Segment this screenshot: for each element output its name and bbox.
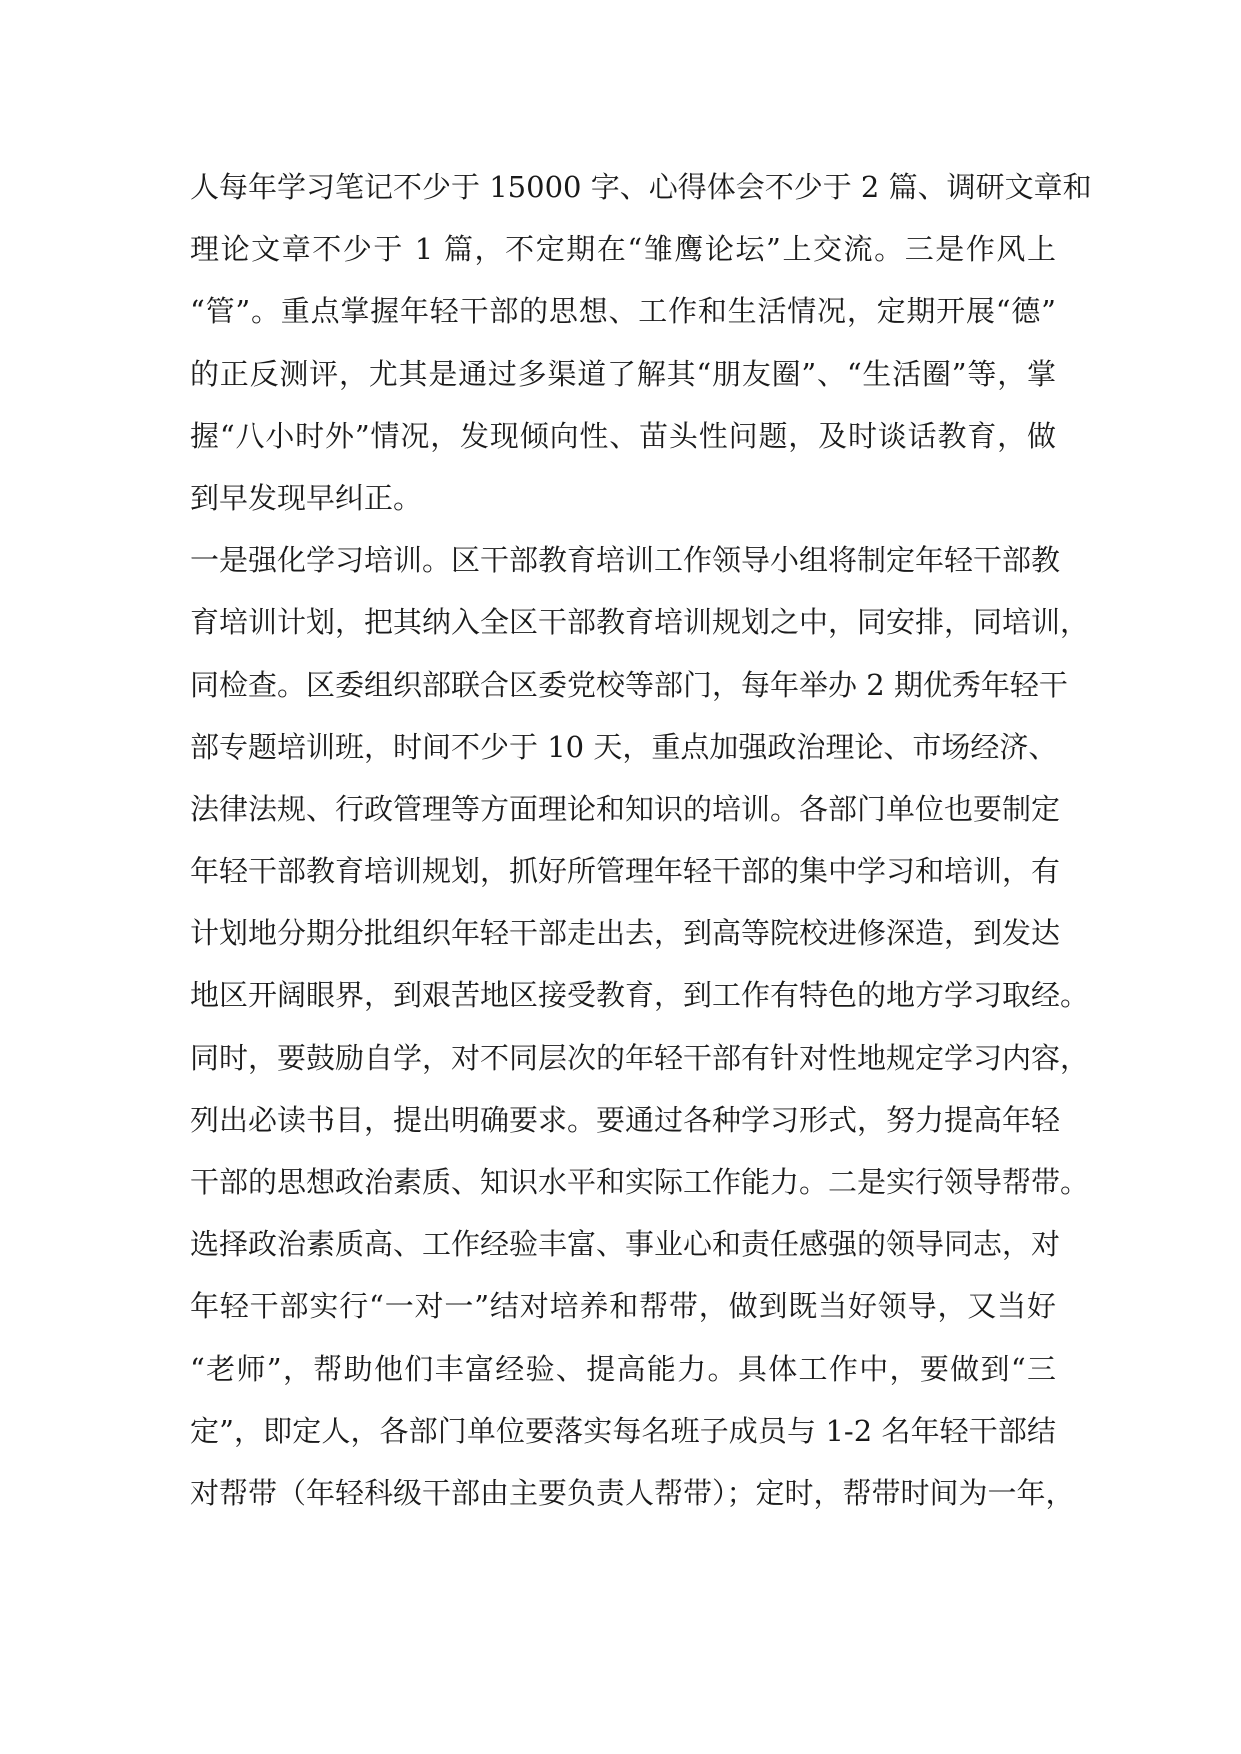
text-line: 年轻干部教育培训规划，抓好所管理年轻干部的集中学习和培训，有 <box>190 854 1061 889</box>
text-line: 人每年学习笔记不少于 15000 字、心得体会不少于 2 篇、调研文章和 <box>190 170 1092 204</box>
text-line: 对帮带（年轻科级干部由主要负责人帮带）；定时，帮带时间为一年， <box>190 1475 1075 1510</box>
text-line: 法律法规、行政管理等方面理论和知识的培训。各部门单位也要制定 <box>190 791 1061 826</box>
text-line: 育培训计划，把其纳入全区干部教育培训规划之中，同安排，同培训， <box>190 605 1090 640</box>
text-line: 理论文章不少于 1 篇，不定期在“雏鹰论坛”上交流。三是作风上 <box>190 232 1056 267</box>
text-line: 干部的思想政治素质、知识水平和实际工作能力。二是实行领导帮带。 <box>190 1165 1090 1199</box>
body-text <box>190 156 1092 1524</box>
paragraph <box>190 156 1092 529</box>
text-line: 计划地分期分批组织年轻干部走出去，到高等院校进修深造，到发达 <box>190 916 1061 951</box>
text-line: 定”，即定人，各部门单位要落实每名班子成员与 1-2 名年轻干部结 <box>190 1413 1056 1448</box>
text-line: 一是强化学习培训。区干部教育培训工作领导小组将制定年轻干部教 <box>190 543 1061 578</box>
text-line: 同检查。区委组织部联合区委党校等部门，每年举办 2 期优秀年轻干 <box>190 667 1068 702</box>
text-line: 握“八小时外”情况，发现倾向性、苗头性问题，及时谈话教育，做 <box>190 418 1056 453</box>
text-line: 选择政治素质高、工作经验丰富、事业心和责任感强的领导同志，对 <box>190 1227 1061 1262</box>
text-line: 到早发现早纠正。 <box>190 480 423 515</box>
text-line: 地区开阔眼界，到艰苦地区接受教育，到工作有特色的地方学习取经。 <box>190 978 1090 1013</box>
text-line: 部专题培训班，时间不少于 10 天，重点加强政治理论、市场经济、 <box>190 729 1058 764</box>
text-line: “老师”，帮助他们丰富经验、提高能力。具体工作中，要做到“三 <box>190 1351 1056 1386</box>
paragraph <box>190 529 1090 1524</box>
text-line: 列出必读书目，提出明确要求。要通过各种学习形式，努力提高年轻 <box>190 1102 1061 1137</box>
text-line: “管”。重点掌握年轻干部的思想、工作和生活情况，定期开展“德” <box>190 294 1056 329</box>
text-line: 同时，要鼓励自学，对不同层次的年轻干部有针对性地规定学习内容， <box>190 1040 1090 1075</box>
text-line: 的正反测评，尤其是通过多渠道了解其“朋友圈”、“生活圈”等，掌 <box>190 356 1056 391</box>
text-line: 年轻干部实行“一对一”结对培养和帮带，做到既当好领导，又当好 <box>190 1289 1056 1324</box>
